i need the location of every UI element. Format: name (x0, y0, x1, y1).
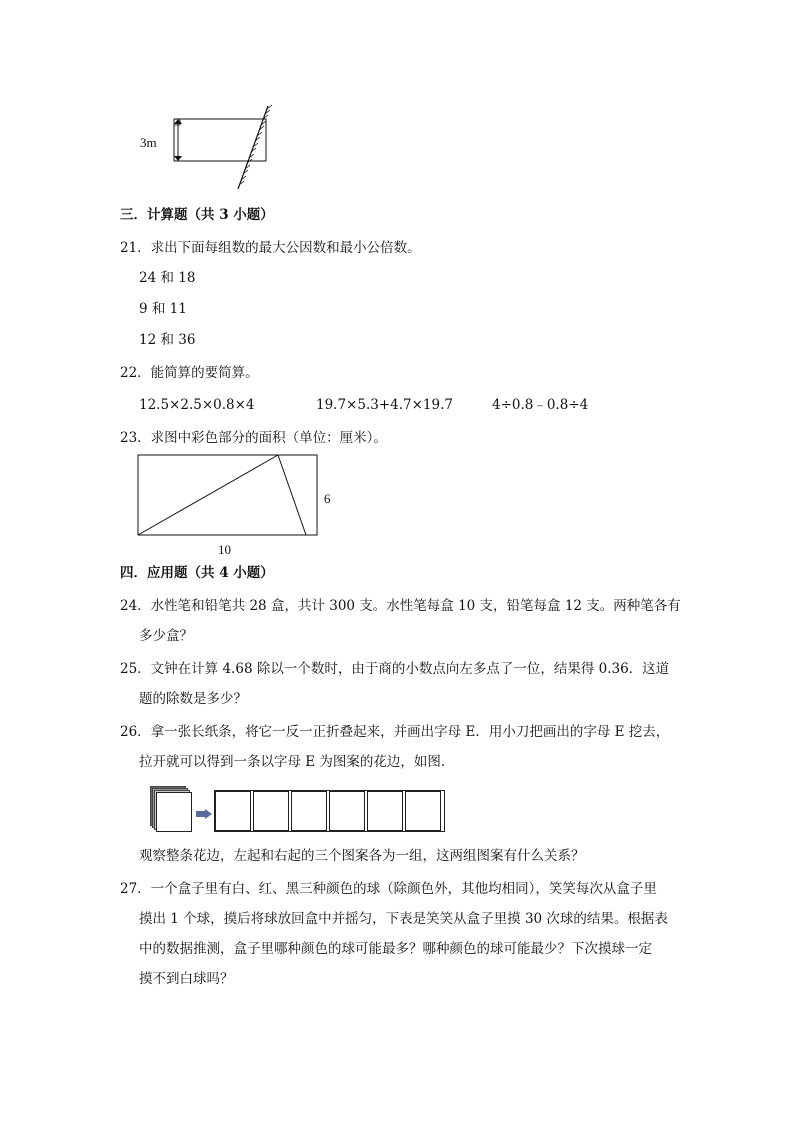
q22-expr-2: 19.7×5.3+4.7×19.7 (316, 397, 453, 413)
lace-cell (291, 791, 327, 831)
wall-figure (138, 100, 288, 195)
q25-line-1: 25．文钟在计算 4.68 除以一个数时，由于商的小数点向左多点了一位，结果得 0.36．这道 (120, 661, 670, 677)
q25-line-2: 题的除数是多少？ (139, 691, 247, 707)
q27-line-2: 摸出 1 个球，摸后将球放回盒中并摇匀，下表是笑笑从盒子里摸 30 次球的结果。根据表 (139, 911, 668, 927)
section-4-title: 四．应用题（共 4 小题） (120, 565, 274, 581)
height-label: 3m (140, 135, 157, 150)
lace-cell (253, 791, 289, 831)
q27-line-1: 27．一个盒子里有白、红、黑三种颜色的球（除颜色外，其他均相同），笑笑每次从盒子里 (120, 881, 657, 897)
area-figure (130, 450, 345, 560)
section-3-title: 三．计算题（共 3 小题） (120, 207, 274, 223)
q21-stem: 21．求出下面每组数的最大公因数和最小公倍数。 (120, 240, 421, 256)
arrow-icon (196, 804, 212, 814)
lace-cell (215, 791, 251, 831)
height-label: 6 (324, 491, 331, 506)
q21-item-2: 9 和 11 (139, 301, 187, 317)
lace-strip (214, 790, 445, 832)
q22-expr-1: 12.5×2.5×0.8×4 (139, 397, 255, 413)
q27-line-3: 中的数据推测，盒子里哪种颜色的球可能最多？哪种颜色的球可能最少？下次摸球一定 (139, 941, 652, 957)
folded-strip (150, 786, 192, 832)
q26-line-3: 观察整条花边，左起和右起的三个图案各为一组，这两组图案有什么关系？ (139, 848, 585, 864)
lace-figure (150, 786, 445, 834)
q22-stem: 22．能简算的要简算。 (120, 365, 259, 381)
q21-item-1: 24 和 18 (139, 270, 196, 286)
q26-line-1: 26．拿一张长纸条，将它一反一正折叠起来，并画出字母 E．用小刀把画出的字母 E 挖去， (120, 724, 670, 740)
q24-line-1: 24．水性笔和铅笔共 28 盒，共计 300 支。水性笔每盒 10 支，铅笔每盒 12 支。两种笔各有 (120, 598, 681, 614)
lace-cell (405, 791, 441, 831)
q26-line-2: 拉开就可以得到一条以字母 E 为图案的花边，如图． (139, 754, 455, 770)
q24-line-2: 多少盒？ (139, 628, 193, 644)
q22-expr-3: 4÷0.8﹣0.8÷4 (492, 397, 589, 413)
lace-cell (367, 791, 403, 831)
width-label: 10 (218, 542, 231, 557)
q27-line-4: 摸不到白球吗？ (139, 971, 234, 987)
q21-item-3: 12 和 36 (139, 332, 196, 348)
lace-cell (329, 791, 365, 831)
q23-stem: 23．求图中彩色部分的面积（单位：厘米）。 (120, 430, 387, 446)
